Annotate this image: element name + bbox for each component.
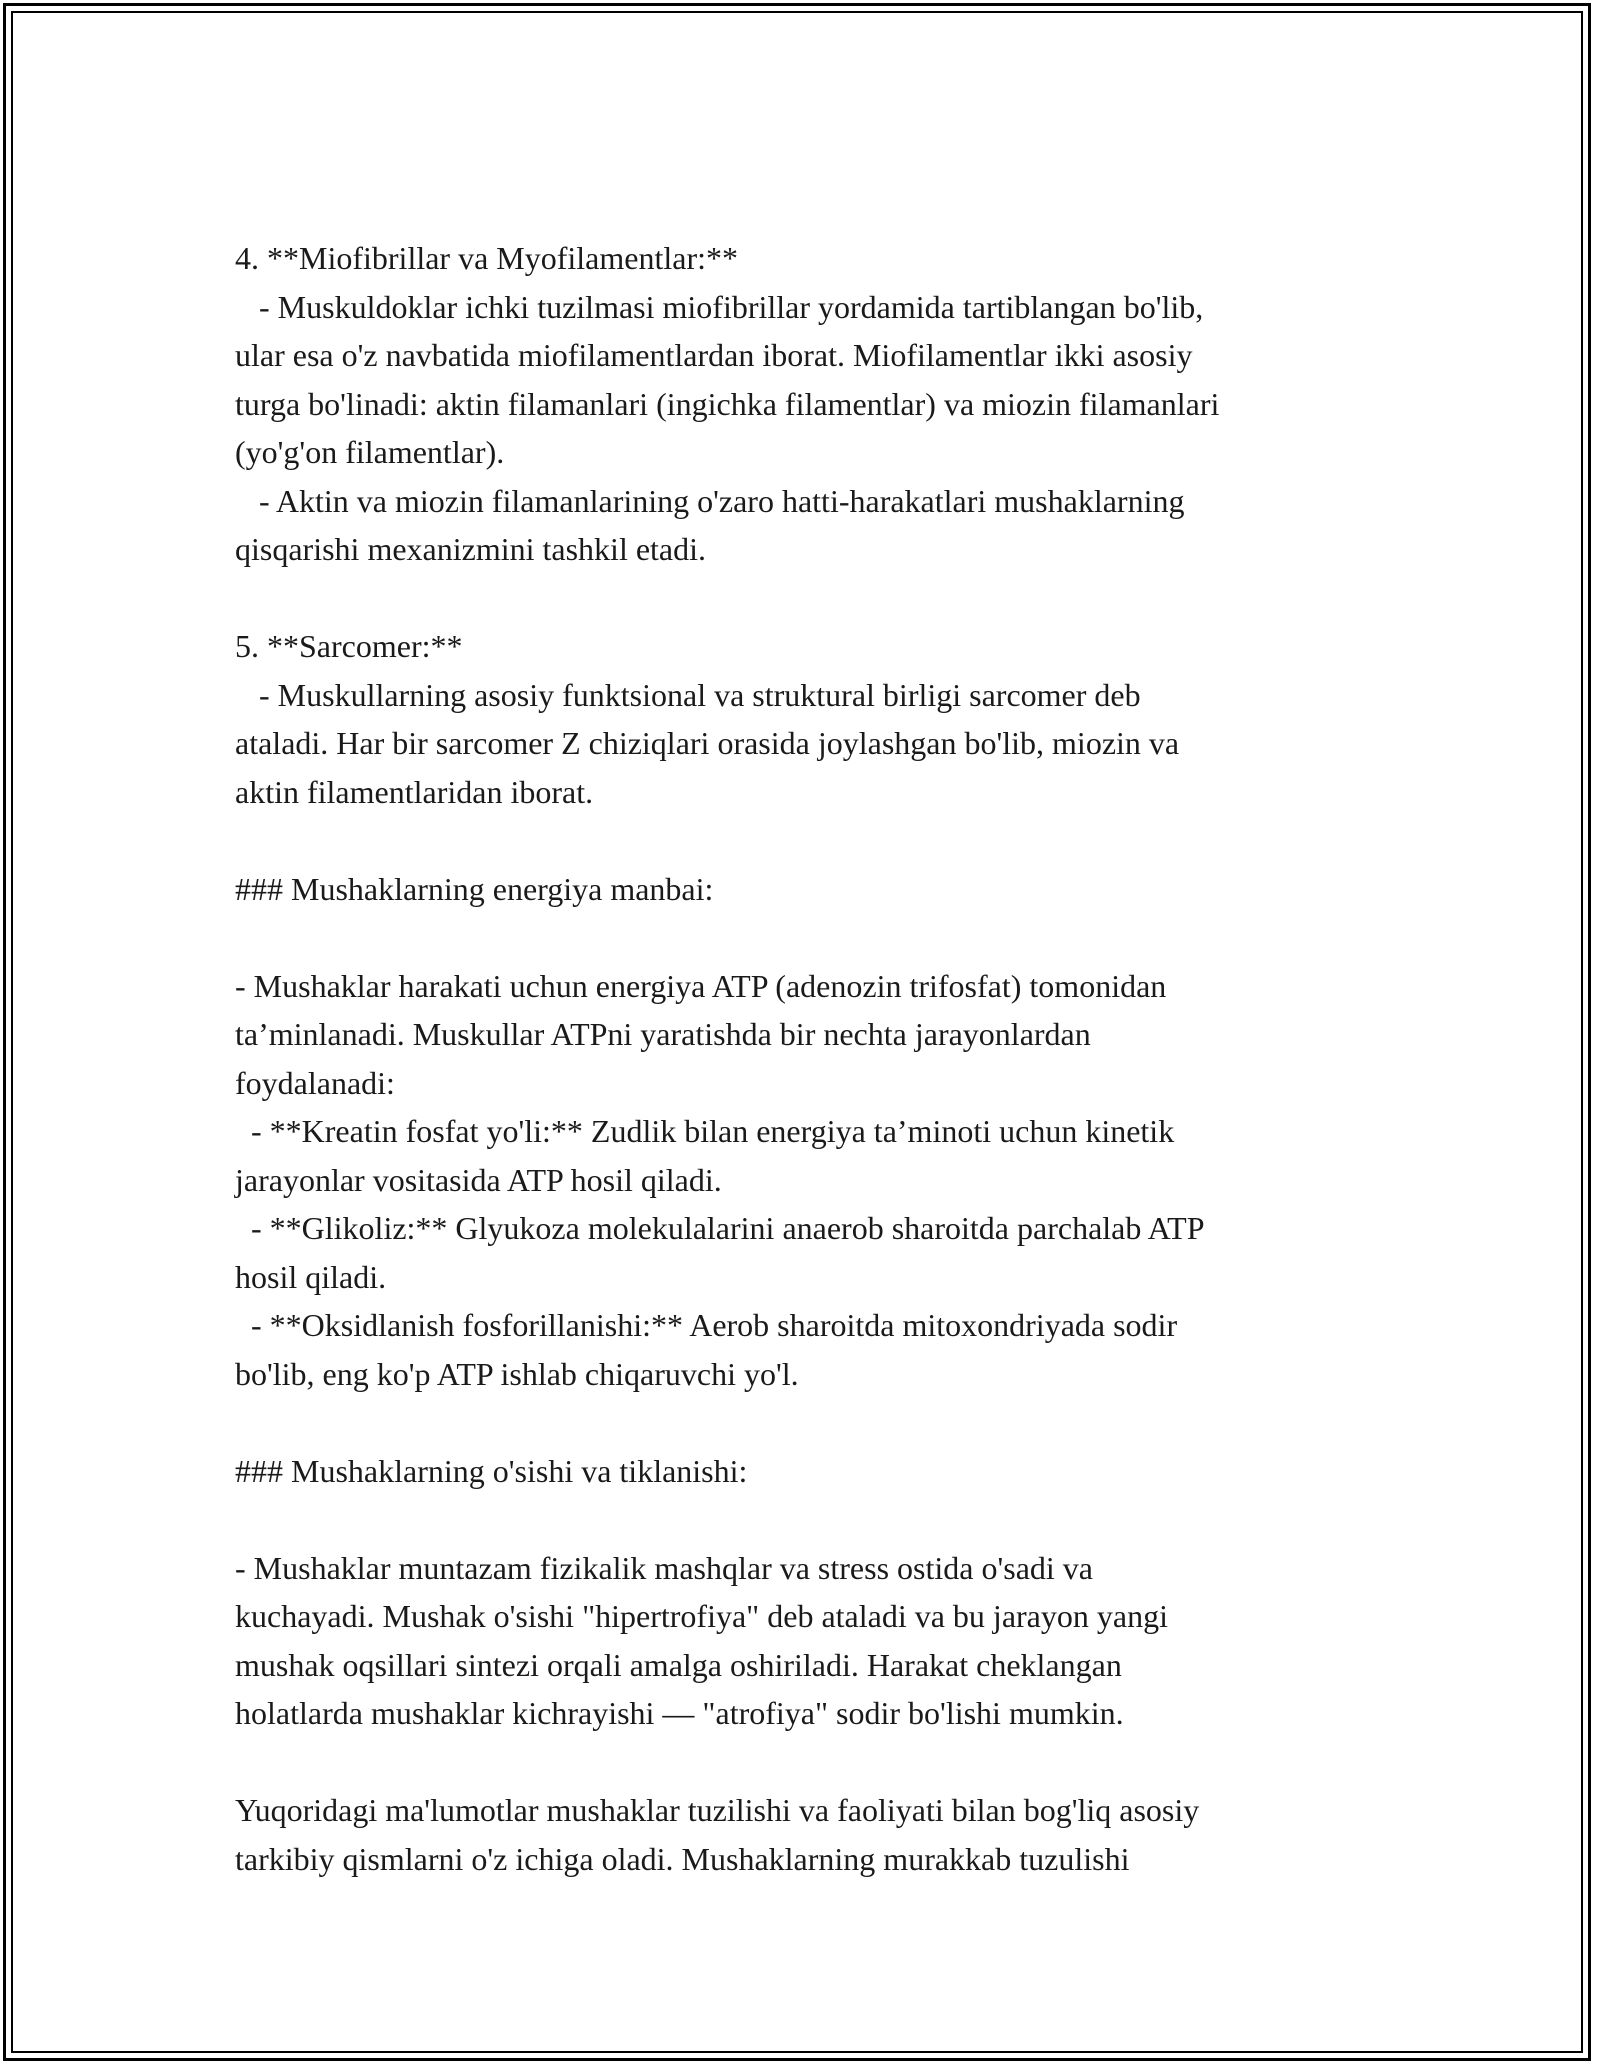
text-line: ular esa o'z navbatida miofilamentlardan iborat. Miofilamentlar ikki asosiy bbox=[235, 337, 1193, 373]
document-body bbox=[235, 234, 1375, 1932]
text-line: - Muskuldoklar ichki tuzilmasi miofibrillar yordamida tartiblangan bo'lib, bbox=[235, 288, 1204, 325]
text-line: - Mushaklar harakati uchun energiya ATP (adenozin trifosfat) tomonidan bbox=[235, 967, 1167, 1004]
text-line: tarkibiy qismlarni o'z ichiga oladi. Mushaklarning murakkab tuzulishi bbox=[235, 1840, 1130, 1877]
text-line: kuchayadi. Mushak o'sishi "hipertrofiya" deb ataladi va bu jarayon yangi bbox=[235, 1598, 1168, 1634]
text-line: (yo'g'on filamentlar). bbox=[235, 434, 505, 470]
section-heading: ### Mushaklarning o'sishi va tiklanishi: bbox=[235, 1452, 748, 1489]
text-line: foydalanadi: bbox=[235, 1064, 395, 1101]
heading-growth bbox=[235, 1447, 1375, 1496]
section-heading: ### Mushaklarning energiya manbai: bbox=[235, 870, 714, 907]
text-line: - **Kreatin fosfat yo'li:** Zudlik bilan energiya ta’minoti uchun kinetik bbox=[235, 1113, 1175, 1149]
section-energy-body bbox=[235, 962, 1375, 1399]
text-line: - Mushaklar muntazam fizikalik mashqlar va stress ostida o'sadi va bbox=[235, 1549, 1093, 1586]
section-growth-body bbox=[235, 1544, 1375, 1738]
section-miofibrillar bbox=[235, 234, 1375, 574]
text-line: hosil qiladi. bbox=[235, 1258, 387, 1295]
section-title: 4. **Miofibrillar va Myofilamentlar:** bbox=[235, 240, 738, 276]
text-line: aktin filamentlaridan iborat. bbox=[235, 773, 594, 810]
text-line: Yuqoridagi ma'lumotlar mushaklar tuzilishi va faoliyati bilan bog'liq asosiy bbox=[235, 1792, 1200, 1828]
text-line: ta’minlanadi. Muskullar ATPni yaratishda bir nechta jarayonlardan bbox=[235, 1016, 1091, 1052]
section-conclusion bbox=[235, 1786, 1375, 1883]
text-line: bo'lib, eng ko'p ATP ishlab chiqaruvchi yo'l. bbox=[235, 1355, 799, 1392]
text-line: - **Glikoliz:** Glyukoza molekulalarini anaerob sharoitda parchalab ATP bbox=[235, 1210, 1205, 1246]
text-line: jarayonlar vositasida ATP hosil qiladi. bbox=[235, 1161, 722, 1198]
text-line: - **Oksidlanish fosforillanishi:** Aerob sharoitda mitoxondriyada sodir bbox=[235, 1307, 1178, 1343]
text-line: - Aktin va miozin filamanlarining o'zaro hatti-harakatlari mushaklarning bbox=[235, 482, 1185, 519]
text-line: holatlarda mushaklar kichrayishi — "atrofiya" sodir bo'lishi mumkin. bbox=[235, 1695, 1124, 1731]
text-line: mushak oqsillari sintezi orqali amalga oshiriladi. Harakat cheklangan bbox=[235, 1646, 1122, 1683]
text-line: turga bo'linadi: aktin filamanlari (ingichka filamentlar) va miozin filamanlari bbox=[235, 385, 1220, 422]
text-line: qisqarishi mexanizmini tashkil etadi. bbox=[235, 531, 707, 567]
text-line: ataladi. Har bir sarcomer Z chiziqlari orasida joylashgan bo'lib, miozin va bbox=[235, 725, 1180, 761]
text-line: - Muskullarning asosiy funktsional va struktural birligi sarcomer deb bbox=[235, 676, 1141, 713]
section-title: 5. **Sarcomer:** bbox=[235, 628, 463, 664]
section-sarcomer bbox=[235, 622, 1375, 816]
heading-energy bbox=[235, 865, 1375, 914]
